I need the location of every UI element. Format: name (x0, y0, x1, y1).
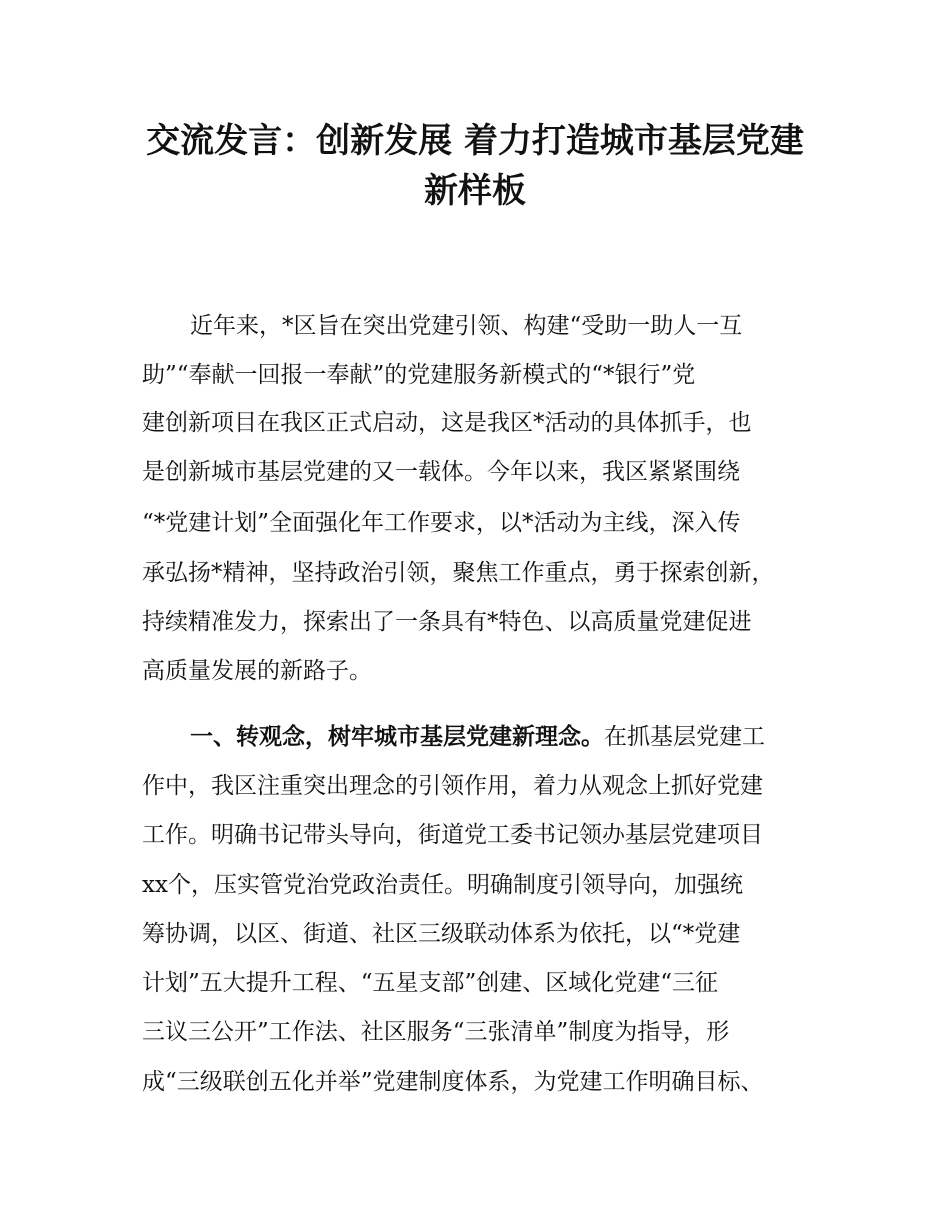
section-1-line: 作中，我区注重突出理念的引领作用，着力从观念上抓好党建 (142, 773, 763, 799)
section-1-heading: 一、转观念，树牢城市基层党建新理念。 (190, 724, 604, 750)
intro-line: 持续精准发力，探索出了一条具有*特色、以高质量党建促进 (142, 609, 752, 635)
document-title-line-1: 交流发言：创新发展 着力打造城市基层党建 (146, 121, 804, 161)
intro-line: 承弘扬*精神，坚持政治引领，聚焦工作重点，勇于探索创新， (142, 560, 775, 586)
intro-line: 近年来，*区旨在突出党建引领、构建“受助一助人一互 (190, 313, 743, 339)
document-title-line-2: 新样板 (424, 171, 526, 211)
section-1-line: 成“三级联创五化并举”党建制度体系，为党建工作明确目标、 (142, 1069, 764, 1095)
section-1-line: 三议三公开”工作法、社区服务“三张清单”制度为指导，形 (142, 1019, 730, 1045)
intro-line: 高质量发展的新路子。 (142, 658, 372, 684)
intro-line: 助”“奉献一回报一奉献”的党建服务新模式的“*银行”党 (142, 362, 696, 388)
section-1-first-line (190, 720, 765, 754)
section-1-line: 工作。明确书记带头导向，街道党工委书记领办基层党建项目 (142, 822, 763, 848)
intro-line: 是创新城市基层党建的又一载体。今年以来，我区紧紧围绕 (142, 459, 740, 485)
section-1-line: xx个，压实管党治党政治责任。明确制度引领导向，加强统 (142, 872, 743, 898)
intro-line: 建创新项目在我区正式启动，这是我区*活动的具体抓手，也 (142, 410, 752, 436)
intro-line: “*党建计划”全面强化年工作要求，以*活动为主线，深入传 (142, 510, 741, 536)
section-1-line: 筹协调，以区、街道、社区三级联动体系为依托，以“*党建 (142, 921, 741, 947)
section-1-line: 计划”五大提升工程、“五星支部”创建、区域化党建“三征 (142, 970, 719, 996)
section-1-first-line-text: 在抓基层党建工 (604, 724, 765, 750)
